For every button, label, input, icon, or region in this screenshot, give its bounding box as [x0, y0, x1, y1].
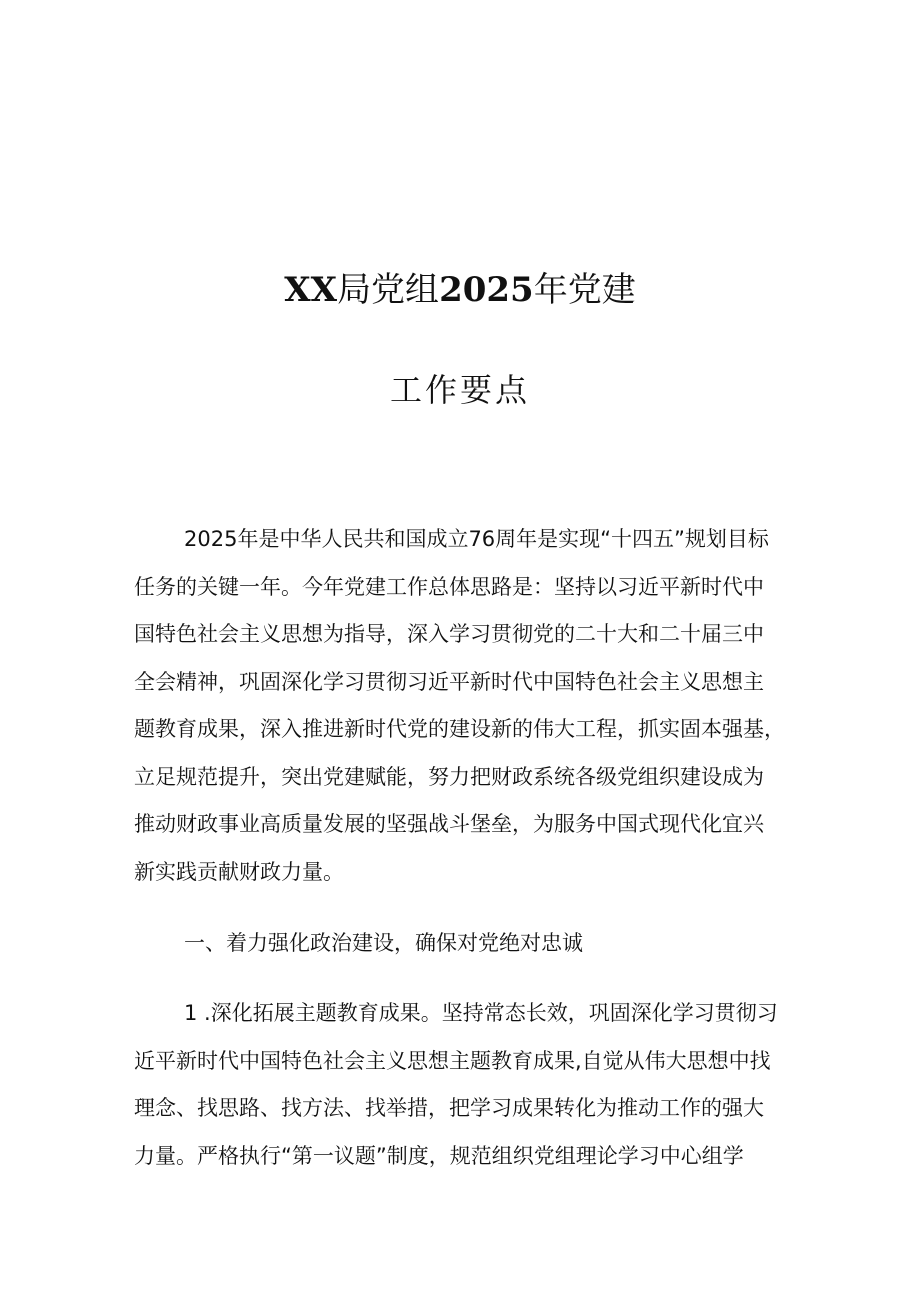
section-paragraph [134, 990, 794, 1180]
title-part-xx: XX [284, 270, 338, 310]
paragraph-line: 国特色社会主义思想为指导，深入学习贯彻党的二十大和二十届三中 [134, 622, 764, 646]
paragraph-line: 近平新时代中国特色社会主义思想主题教育成果,自觉从伟大思想中找 [134, 1048, 771, 1073]
paragraph-line: 理念、找思路、找方法、找举措，把学习成果转化为推动工作的强大 [134, 1096, 764, 1120]
intro-paragraph [134, 516, 794, 896]
title-part-partybuilding: 年党建 [533, 270, 636, 310]
paragraph-line: 题教育成果，深入推进新时代党的建设新的伟大工程，抓实固本强基， [134, 717, 785, 741]
document-title-line2: 工作要点 [389, 371, 530, 409]
paragraph-line: 任务的关键一年。今年党建工作总体思路是：坚持以习近平新时代中 [134, 574, 764, 599]
title-part-bureau: 局党组 [337, 270, 440, 310]
paragraph-line: 推动财政事业高质量发展的坚强战斗堡垒，为服务中国式现代化宜兴 [134, 812, 764, 836]
paragraph-line: 1 .深化拓展主题教育成果。坚持常态长效，巩固深化学习贯彻习 [184, 1001, 778, 1025]
paragraph-line: 力量。严格执行“第一议题”制度，规范组织党组理论学习中心组学 [134, 1143, 744, 1168]
section-heading-text: 一、着力强化政治建设，确保对党绝对忠诚 [184, 931, 583, 955]
document-title-line1 [0, 266, 920, 314]
paragraph-line: 全会精神，巩固深化学习贯彻习近平新时代中国特色社会主义思想主 [134, 669, 764, 694]
paragraph-line: 新实践贡献财政力量。 [134, 859, 344, 884]
paragraph-line: 2025年是中华人民共和国成立76周年是实现“十四五”规划目标 [184, 527, 769, 551]
paragraph-line: 立足规范提升，突出党建赋能，努力把财政系统各级党组织建设成为 [134, 764, 764, 789]
section-heading [134, 920, 794, 968]
title-part-year: 2025 [439, 270, 534, 310]
